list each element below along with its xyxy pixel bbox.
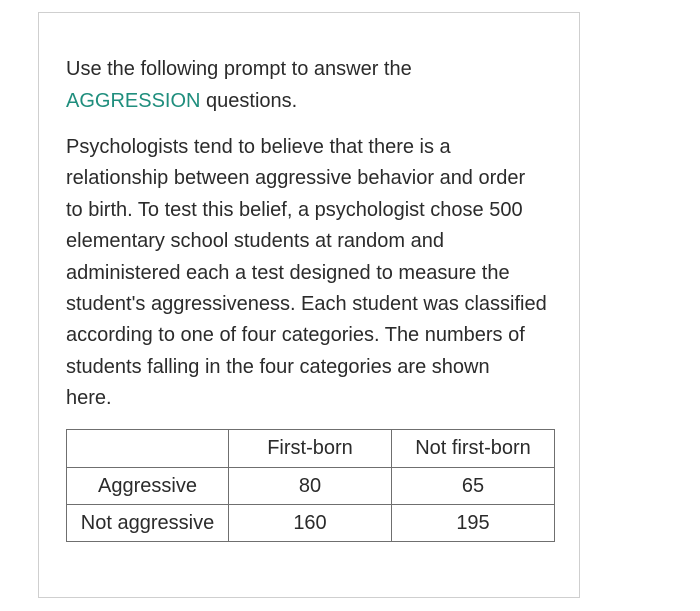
table-header-not-first-born: Not first-born: [392, 430, 555, 468]
row-label-not-aggressive: Not aggressive: [67, 505, 229, 542]
prompt-line-2-suffix: questions.: [200, 90, 298, 112]
contingency-table: [66, 429, 555, 542]
passage-text: [66, 132, 566, 415]
passage-line: Psychologists tend to believe that there is a: [66, 136, 451, 158]
table-cell: 65: [392, 468, 555, 505]
passage-line: elementary school students at random and: [66, 230, 444, 253]
prompt-intro: [66, 53, 566, 117]
aggression-keyword: AGGRESSION: [66, 90, 201, 112]
prompt-content: [66, 53, 566, 415]
passage-line: relationship between aggressive behavior and order: [66, 167, 526, 190]
row-label-aggressive: Aggressive: [67, 468, 229, 505]
table-cell: 195: [392, 505, 555, 542]
table-header-first-born: First-born: [229, 430, 392, 468]
question-card: [38, 12, 580, 598]
passage-line: student's aggressiveness. Each student was classified: [66, 293, 547, 316]
passage-line: here.: [66, 387, 112, 410]
table-cell: 160: [229, 505, 392, 542]
table-row: [67, 505, 555, 542]
passage-line: administered each a test designed to measure the: [66, 261, 510, 284]
prompt-line-1: Use the following prompt to answer the: [66, 58, 412, 80]
table-cell: 80: [229, 468, 392, 505]
passage-line: to birth. To test this belief, a psychologist chose 500: [66, 198, 523, 221]
table-row: [67, 468, 555, 505]
passage-line: according to one of four categories. The numbers of: [66, 324, 525, 347]
table-header-row: [67, 430, 555, 468]
table-header-empty: [67, 430, 229, 468]
passage-line: students falling in the four categories are shown: [66, 355, 490, 378]
